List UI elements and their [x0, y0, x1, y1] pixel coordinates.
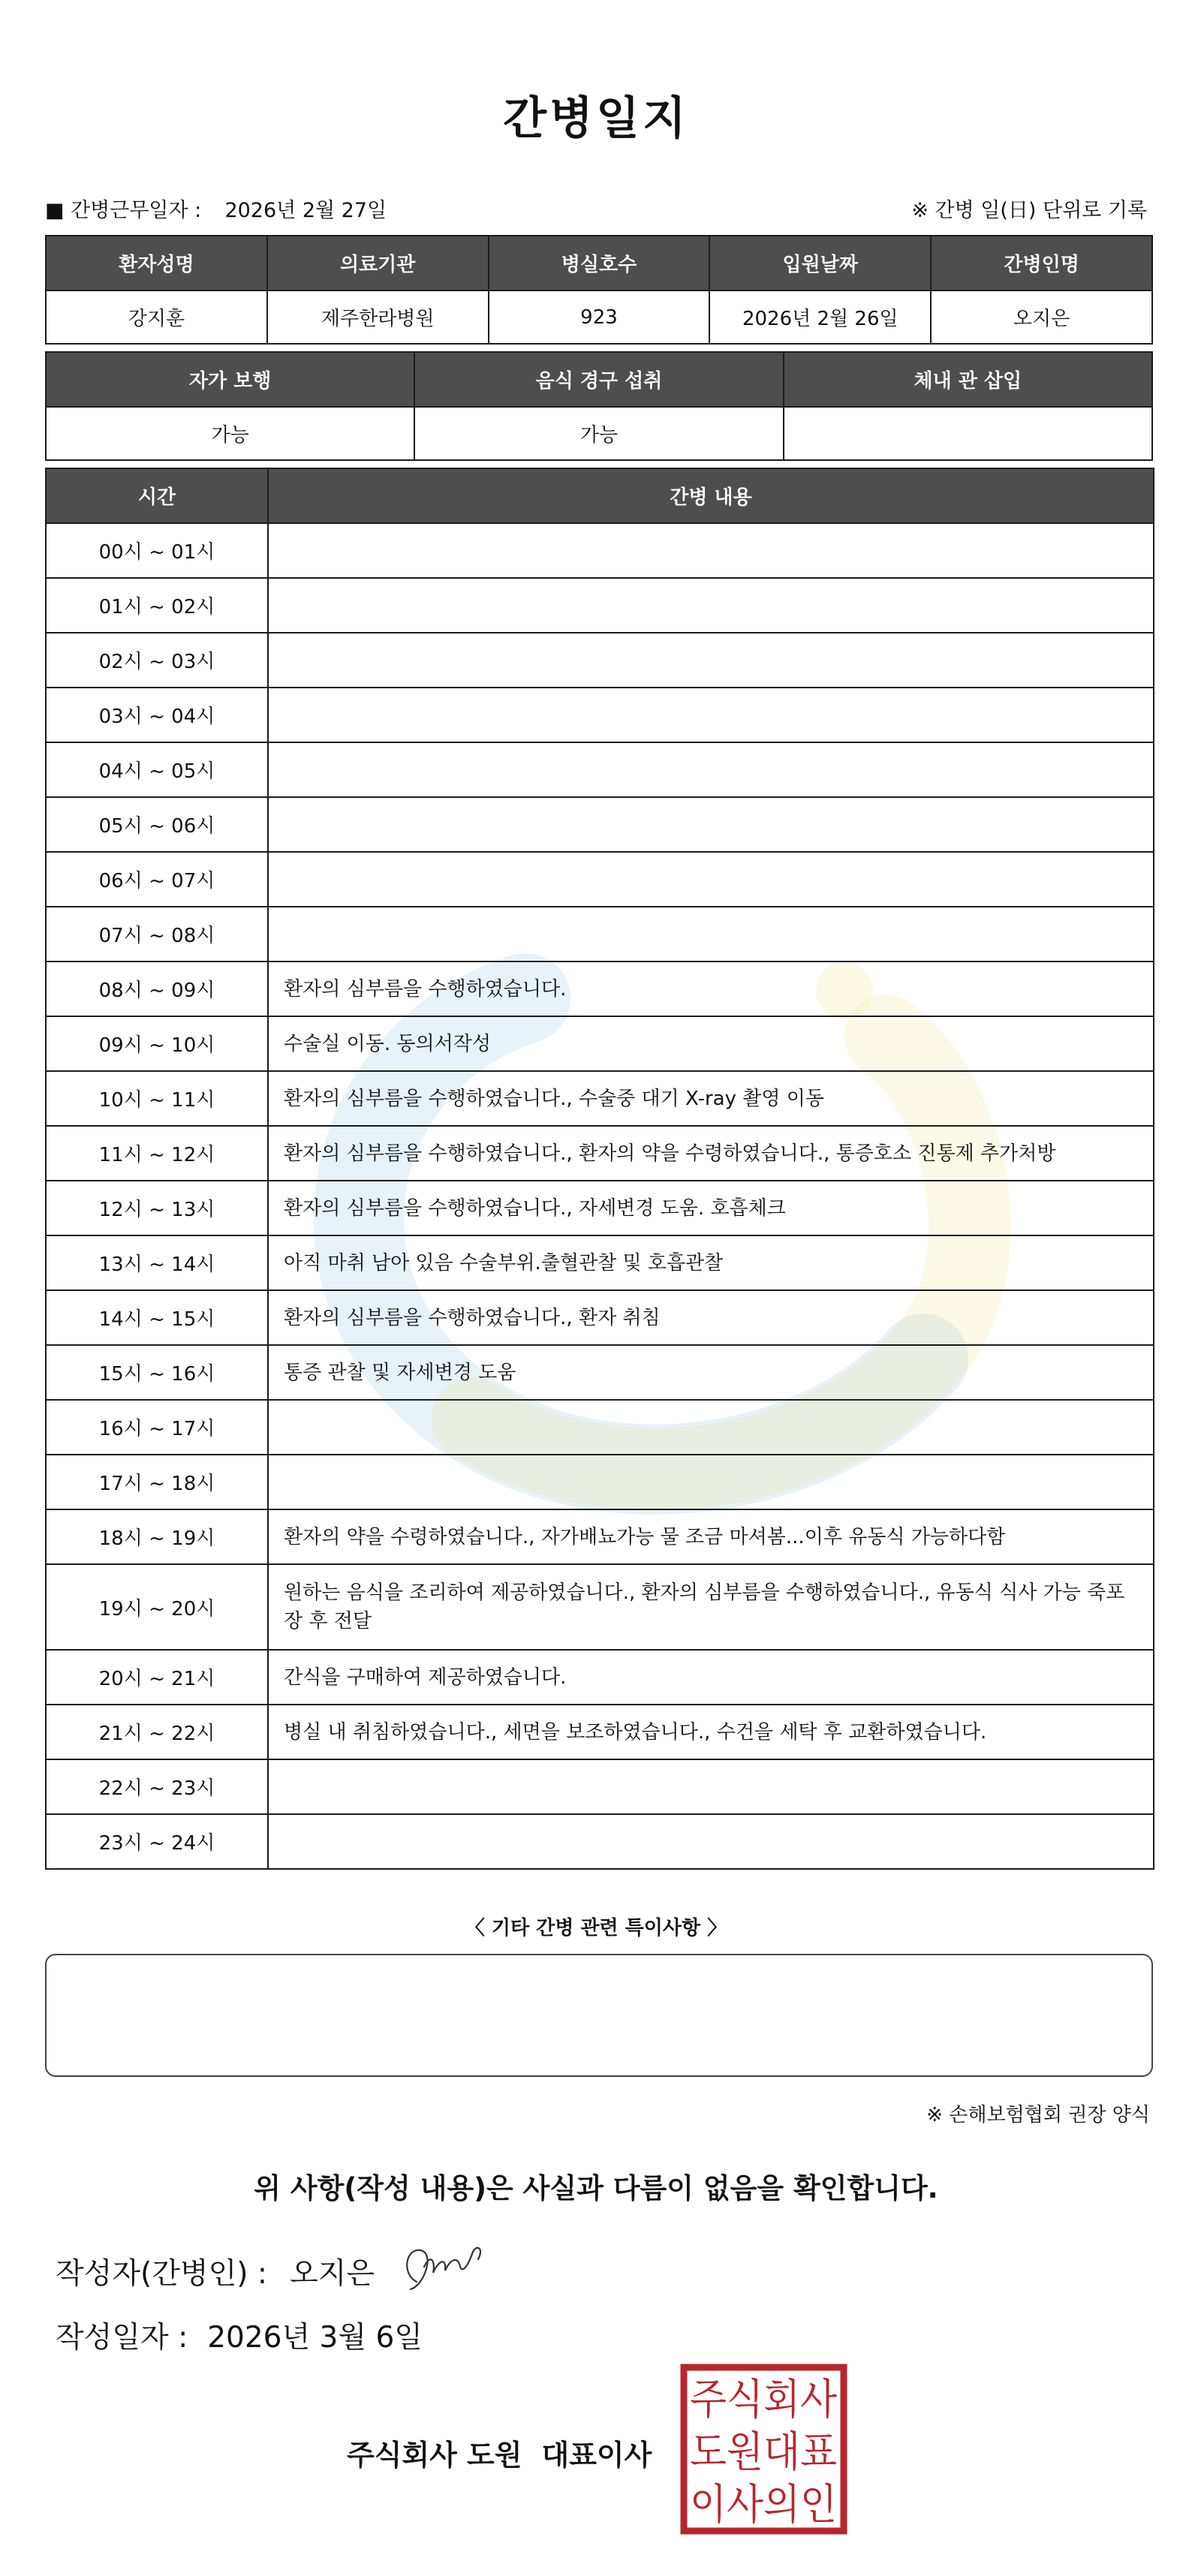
log-content	[268, 523, 1154, 578]
writer-label: 작성자(간병인) :	[56, 2257, 268, 2291]
header-admission-date: 입원날짜	[709, 236, 931, 290]
log-row	[46, 1181, 1154, 1235]
log-row	[46, 797, 1154, 852]
log-content: 수술실 이동. 동의서작성	[268, 1016, 1154, 1071]
written-date-value: 2026년 3월 6일	[207, 2321, 423, 2355]
log-content: 환자의 심부름을 수행하였습니다., 수술중 대기 X-ray 촬영 이동	[268, 1071, 1154, 1126]
log-content: 환자의 심부름을 수행하였습니다.	[268, 961, 1154, 1016]
log-content	[268, 1759, 1154, 1814]
record-unit-note: ※ 간병 일(日) 단위로 기록	[911, 199, 1147, 222]
log-time: 18시 ~ 19시	[46, 1509, 268, 1564]
header-care-content: 간병 내용	[268, 468, 1154, 523]
log-content: 아직 마취 남아 있음 수술부위.출혈관찰 및 호흡관찰	[268, 1235, 1154, 1290]
log-content	[268, 578, 1154, 633]
log-content: 환자의 심부름을 수행하였습니다., 환자 취침	[268, 1290, 1154, 1345]
writer-name: 오지은	[290, 2257, 375, 2291]
oral-intake: 가능	[414, 407, 783, 460]
recommended-form-note: ※ 손해보험협회 권장 양식	[926, 2104, 1150, 2126]
log-row	[46, 907, 1154, 961]
log-time: 08시 ~ 09시	[46, 961, 268, 1016]
log-time: 19시 ~ 20시	[46, 1564, 268, 1650]
log-time: 03시 ~ 04시	[46, 688, 268, 742]
log-time: 17시 ~ 18시	[46, 1455, 268, 1509]
company-name: 주식회사 도원	[347, 2439, 522, 2472]
header-patient-name: 환자성명	[46, 236, 267, 290]
log-row	[46, 578, 1154, 633]
tube-insertion	[784, 407, 1152, 460]
log-content: 환자의 심부름을 수행하였습니다., 환자의 약을 수령하였습니다., 통증호소 진통제 추가처방	[268, 1126, 1154, 1181]
log-row	[46, 1235, 1154, 1290]
log-time: 02시 ~ 03시	[46, 633, 268, 688]
company-signature-line	[347, 2432, 652, 2473]
log-row	[46, 1345, 1154, 1400]
log-content: 환자의 심부름을 수행하였습니다., 자세변경 도움. 호흡체크	[268, 1181, 1154, 1235]
log-content: 간식을 구매하여 제공하였습니다.	[268, 1650, 1154, 1705]
log-row	[46, 1016, 1154, 1071]
log-content	[268, 852, 1154, 907]
log-content	[268, 1400, 1154, 1455]
log-time: 07시 ~ 08시	[46, 907, 268, 961]
self-walking: 가능	[46, 407, 414, 460]
log-time: 21시 ~ 22시	[46, 1705, 268, 1759]
written-date-line	[56, 2314, 423, 2356]
admission-date: 2026년 2월 26일	[709, 290, 931, 344]
log-time: 16시 ~ 17시	[46, 1400, 268, 1455]
log-time: 13시 ~ 14시	[46, 1235, 268, 1290]
work-date-value: 2026년 2월 27일	[224, 199, 387, 222]
company-title: 대표이사	[541, 2439, 652, 2472]
header-self-walking: 자가 보행	[46, 352, 414, 407]
log-time: 09시 ~ 10시	[46, 1016, 268, 1071]
log-time: 23시 ~ 24시	[46, 1814, 268, 1869]
log-row	[46, 633, 1154, 688]
written-date-label: 작성일자 :	[56, 2321, 188, 2355]
log-content: 통증 관찰 및 자세변경 도움	[268, 1345, 1154, 1400]
log-content: 환자의 약을 수령하였습니다., 자가배뇨가능 물 조금 마셔봄...이후 유동식 가능하다함	[268, 1509, 1154, 1564]
log-row	[46, 1564, 1154, 1650]
header-hospital: 의료기관	[267, 236, 489, 290]
patient-info-table	[45, 235, 1153, 345]
log-row	[46, 852, 1154, 907]
log-time: 06시 ~ 07시	[46, 852, 268, 907]
header-caregiver-name: 간병인명	[931, 236, 1152, 290]
log-row	[46, 1650, 1154, 1705]
special-notes-box	[45, 1954, 1153, 2077]
header-room-number: 병실호수	[489, 236, 710, 290]
confirmation-statement: 위 사항(작성 내용)은 사실과 다름이 없음을 확인합니다.	[254, 2172, 938, 2204]
log-time: 05시 ~ 06시	[46, 797, 268, 852]
work-date-line	[45, 194, 387, 223]
log-row	[46, 1705, 1154, 1759]
log-row	[46, 1290, 1154, 1345]
document-title: 간병일지	[503, 92, 689, 145]
patient-name: 강지훈	[46, 290, 267, 344]
notes-title: 〈 기타 간병 관련 특이사항 〉	[465, 1917, 727, 1940]
log-row	[46, 742, 1154, 797]
log-row	[46, 688, 1154, 742]
hospital: 제주한라병원	[267, 290, 489, 344]
log-time: 10시 ~ 11시	[46, 1071, 268, 1126]
log-time: 15시 ~ 16시	[46, 1345, 268, 1400]
hourly-care-log-table	[45, 468, 1154, 1870]
svg-text:도원대표: 도원대표	[690, 2428, 837, 2477]
log-row	[46, 1126, 1154, 1181]
log-row	[46, 1400, 1154, 1455]
log-content: 원하는 음식을 조리하여 제공하였습니다., 환자의 심부름을 수행하였습니다., 유동식 식사 가능 죽포장 후 전달	[268, 1564, 1154, 1650]
log-content	[268, 633, 1154, 688]
log-time: 01시 ~ 02시	[46, 578, 268, 633]
handwritten-signature	[394, 2229, 499, 2297]
log-row	[46, 1759, 1154, 1814]
log-content	[268, 797, 1154, 852]
log-row	[46, 523, 1154, 578]
log-rows	[46, 523, 1154, 1869]
header-oral-intake: 음식 경구 섭취	[414, 352, 783, 407]
caregiver-name: 오지은	[931, 290, 1152, 344]
log-content	[268, 1455, 1154, 1509]
svg-text:주식회사: 주식회사	[690, 2376, 837, 2424]
log-time: 22시 ~ 23시	[46, 1759, 268, 1814]
log-time: 14시 ~ 15시	[46, 1290, 268, 1345]
writer-line	[56, 2250, 375, 2292]
svg-text:이사의인: 이사의인	[690, 2481, 837, 2529]
meta-row	[45, 194, 1147, 224]
log-row	[46, 1455, 1154, 1509]
log-content	[268, 1814, 1154, 1869]
work-date-label: ■ 간병근무일자 :	[45, 199, 202, 222]
log-content: 병실 내 취침하였습니다., 세면을 보조하였습니다., 수건을 세탁 후 교환하였습니다.	[268, 1705, 1154, 1759]
log-content	[268, 688, 1154, 742]
header-tube-insertion: 체내 관 삽입	[784, 352, 1152, 407]
header-time: 시간	[46, 468, 268, 523]
patient-status-table	[45, 351, 1153, 461]
log-row	[46, 961, 1154, 1016]
log-content	[268, 742, 1154, 797]
log-time: 00시 ~ 01시	[46, 523, 268, 578]
log-time: 20시 ~ 21시	[46, 1650, 268, 1705]
log-row	[46, 1814, 1154, 1869]
log-time: 04시 ~ 05시	[46, 742, 268, 797]
log-row	[46, 1071, 1154, 1126]
log-time: 11시 ~ 12시	[46, 1126, 268, 1181]
log-content	[268, 907, 1154, 961]
company-seal-stamp	[679, 2363, 848, 2535]
log-row	[46, 1509, 1154, 1564]
log-time: 12시 ~ 13시	[46, 1181, 268, 1235]
room-number: 923	[489, 290, 710, 344]
